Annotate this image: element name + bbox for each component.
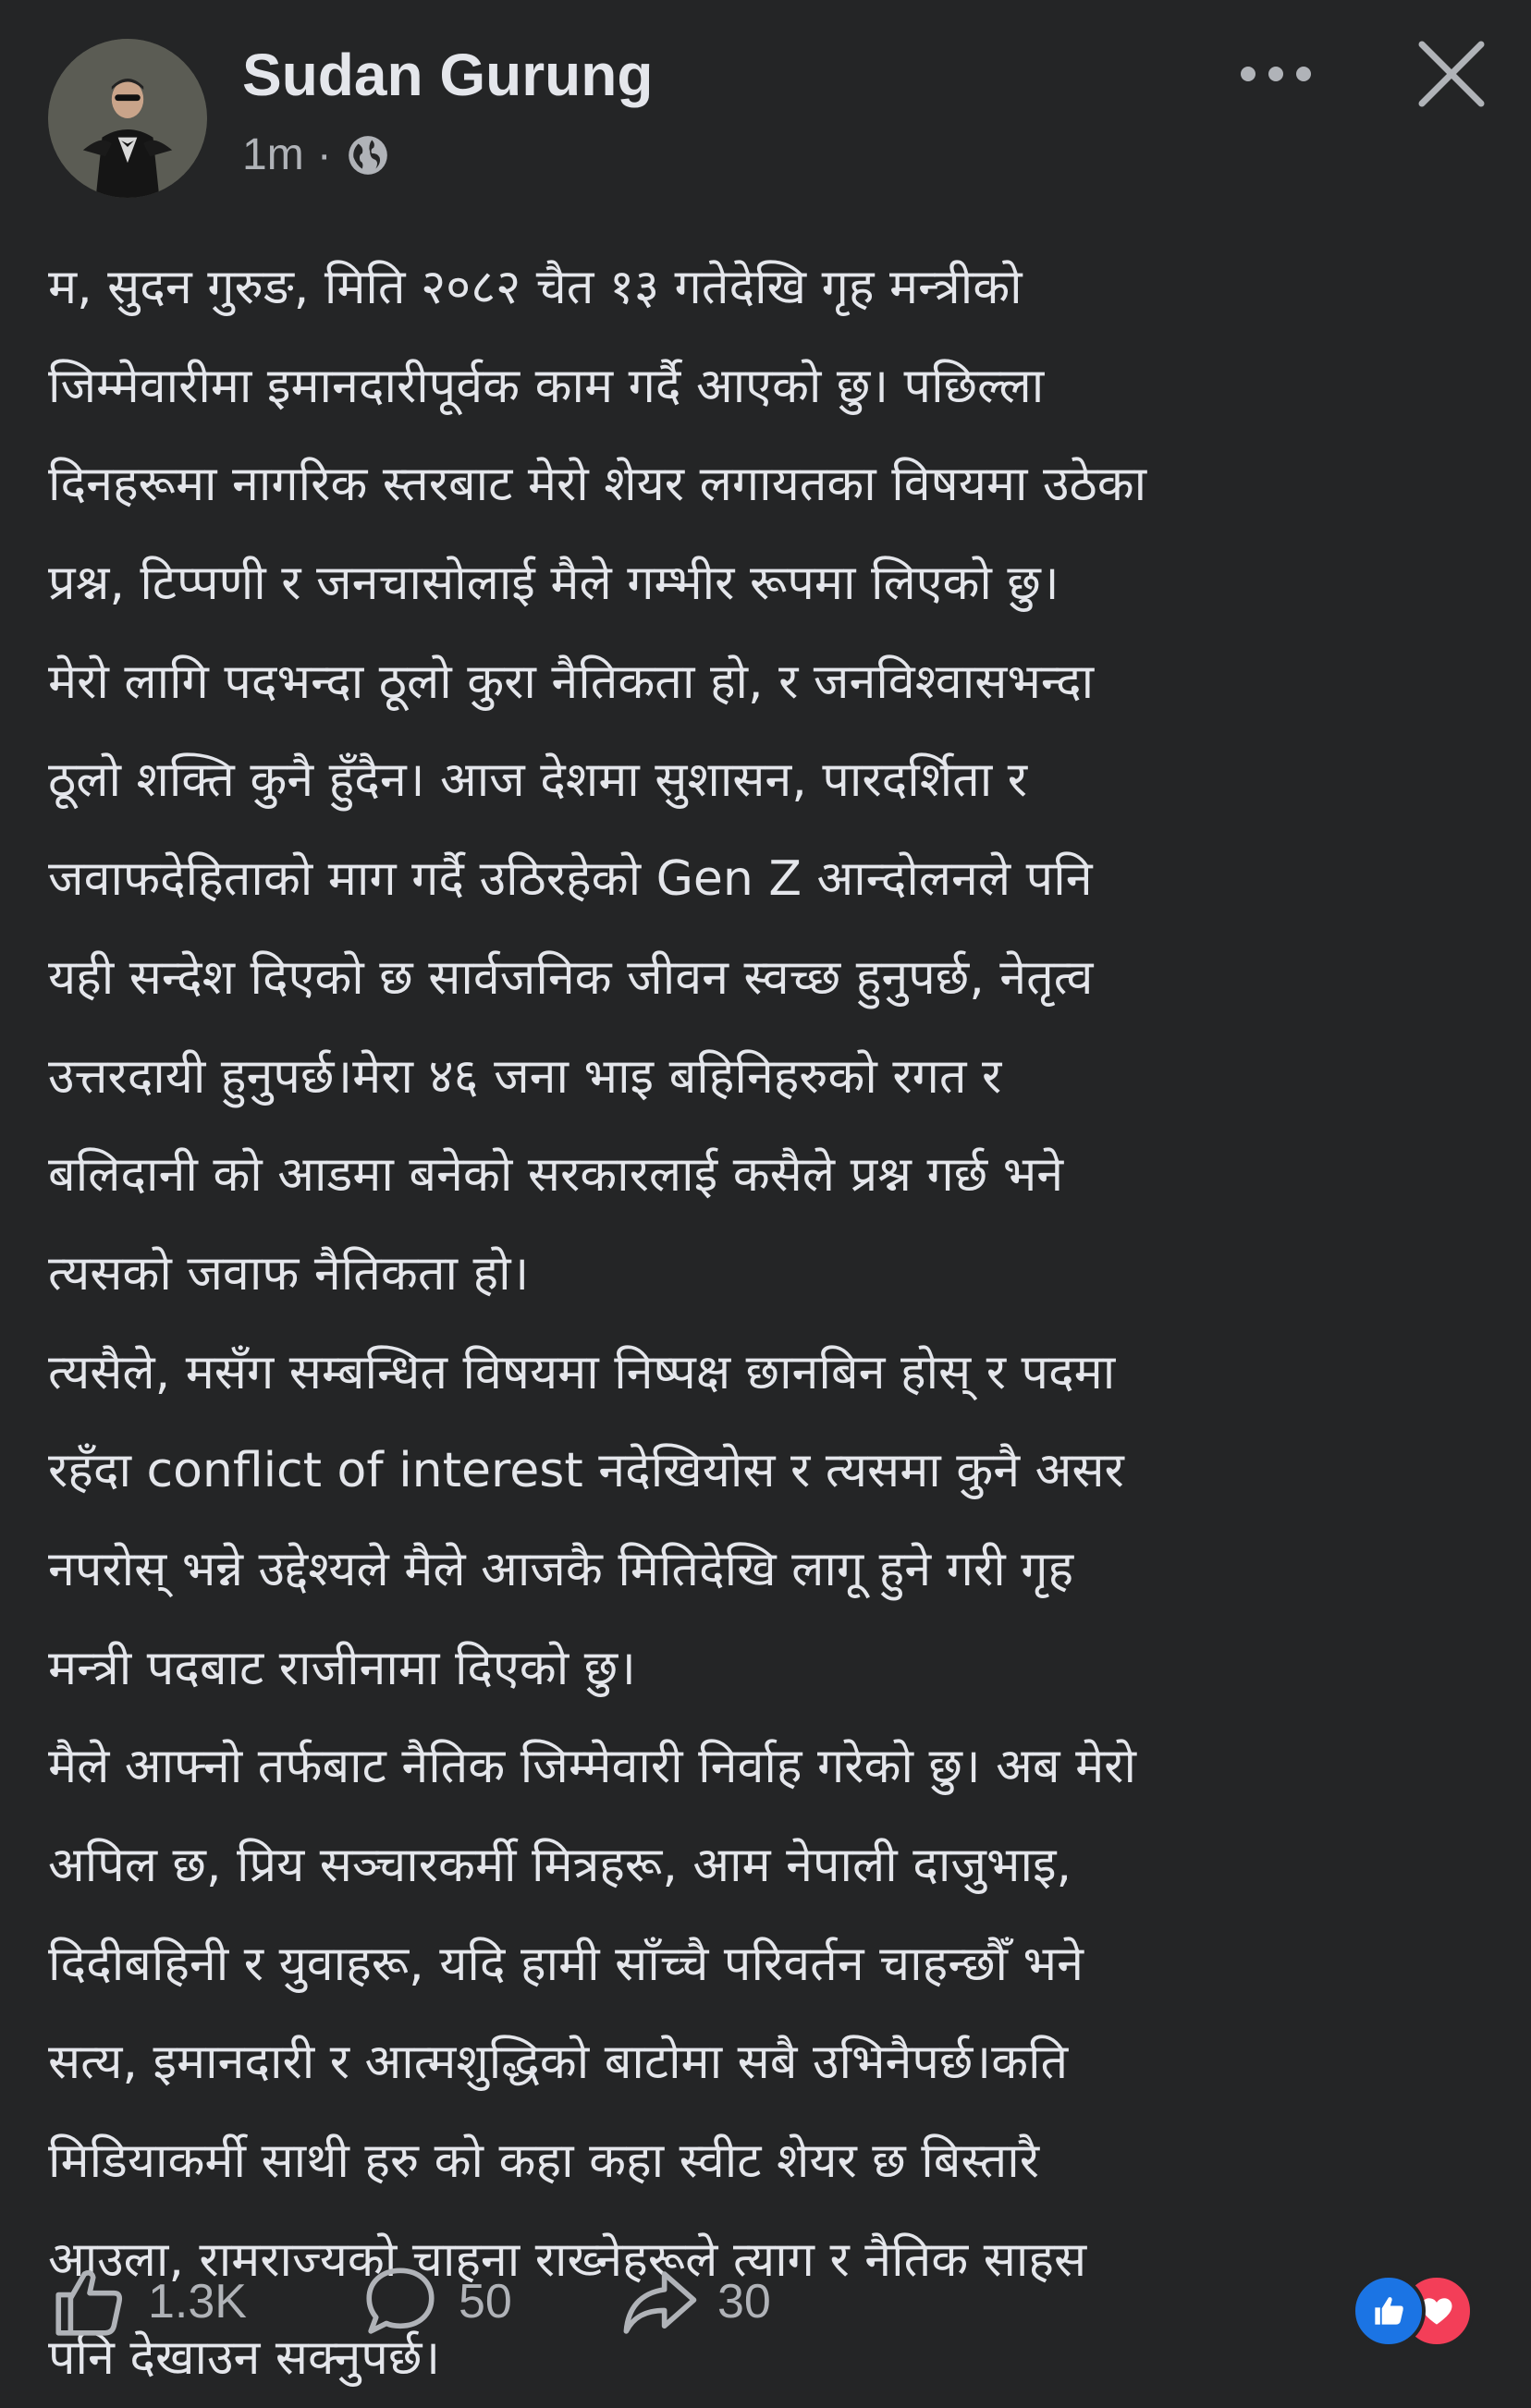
reaction-summary[interactable] <box>1352 2274 1490 2346</box>
close-icon[interactable] <box>1415 37 1488 111</box>
post-text-line: अपिल छ, प्रिय सञ्चारकर्मी मित्रहरू, आम नेपाली दाजुभाइ, <box>48 1838 1072 1893</box>
post-text-line: मैले आफ्नो तर्फबाट नैतिक जिम्मेवारी निर्वाह गरेको छु। अब मेरो <box>48 1739 1136 1795</box>
like-count: 1.3K <box>148 2275 247 2329</box>
comment-button[interactable] <box>359 2255 512 2348</box>
post-text-line: यही सन्देश दिएको छ सार्वजनिक जीवन स्वच्छ हुनुपर्छ, नेतृत्व <box>48 949 1094 1006</box>
thumbs-up-icon <box>48 2260 131 2343</box>
post-text-line: नपरोस् भन्ने उद्देश्यले मैले आजकै मितिदेखि लागू हुने गरी गृह <box>48 1541 1074 1597</box>
post-text-line: जिम्मेवारीमा इमानदारीपूर्वक काम गर्दै आएको छु। पछिल्ला <box>48 358 1045 414</box>
post-text-line: ठूलो शक्ति कुनै हुँदैन। आज देशमा सुशासन, पारदर्शिता र <box>48 752 1027 809</box>
post-text-line: मन्त्री पदबाट राजीनामा दिएको छु। <box>48 1640 636 1696</box>
share-count: 30 <box>717 2275 771 2329</box>
meta-separator: · <box>316 130 332 179</box>
author-name[interactable]: Sudan Gurung <box>242 42 654 108</box>
comment-icon <box>359 2260 442 2343</box>
post-header <box>0 0 1531 213</box>
post-time[interactable]: 1m <box>242 130 304 179</box>
post-text-line: बलिदानी को आडमा बनेको सरकारलाई कसैले प्रश्न गर्छ भने <box>48 1147 1064 1204</box>
more-options-icon[interactable] <box>1230 46 1322 102</box>
post-text-line: मेरो लागि पदभन्दा ठूलो कुरा नैतिकता हो, र जनविश्वासभन्दा <box>48 654 1095 710</box>
post-body <box>48 238 1500 2408</box>
post-text-line: मिडियाकर्मी साथी हरु को कहा कहा स्वीट शेयर छ बिस्तारै <box>48 2133 1040 2190</box>
avatar-image <box>48 39 207 198</box>
post-text-line: सत्य, इमानदारी र आत्मशुद्धिको बाटोमा सबै उभिनैपर्छ।कति <box>48 2035 1069 2091</box>
post-text-line: रहँदा conflict of interest नदेखियोस र त्यसमा कुनै असर <box>48 1443 1124 1499</box>
post-text-line: त्यसैले, मसँग सम्बन्धित विषयमा निष्पक्ष छानबिन होस् र पदमा <box>48 1344 1116 1400</box>
post-text-line: आउला, रामराज्यको चाहना राख्नेहरूले त्याग र नैतिक साहस <box>48 2231 1087 2288</box>
post-text-line: प्रश्न, टिप्पणी र जनचासोलाई मैले गम्भीर रूपमा लिएको छु। <box>48 556 1059 612</box>
post-meta <box>242 129 391 180</box>
post-text-line: उत्तरदायी हुनुपर्छ।मेरा ४६ जना भाइ बहिनिहरुको रगत र <box>48 1048 1002 1105</box>
post-text-line: दिनहरूमा नागरिक स्तरबाट मेरो शेयर लगायतका विषयमा उठेका <box>48 457 1147 513</box>
share-icon <box>618 2260 701 2343</box>
like-reaction-icon <box>1352 2274 1426 2348</box>
share-button[interactable] <box>618 2255 771 2348</box>
avatar[interactable] <box>48 39 207 198</box>
post-text-line: म, सुदन गुरुङ, मिति २०८२ चैत १३ गतेदेखि गृह मन्त्रीको <box>48 260 1023 315</box>
post-text-line: त्यसको जवाफ नैतिकता हो। <box>48 1245 530 1302</box>
like-button[interactable] <box>48 2255 247 2348</box>
post-text-line: दिदीबहिनी र युवाहरू, यदि हामी साँच्चै परिवर्तन चाहन्छौँ भने <box>48 1936 1084 1992</box>
post-text-line: पनि देखाउन सक्नुपर्छ। <box>48 2330 441 2387</box>
globe-icon <box>345 132 391 178</box>
post-text-line: जवाफदेहिताको माग गर्दै उठिरहेको Gen Z आन्दोलनले पनि <box>48 851 1093 908</box>
action-bar <box>0 2255 1531 2366</box>
comment-count: 50 <box>459 2275 512 2329</box>
